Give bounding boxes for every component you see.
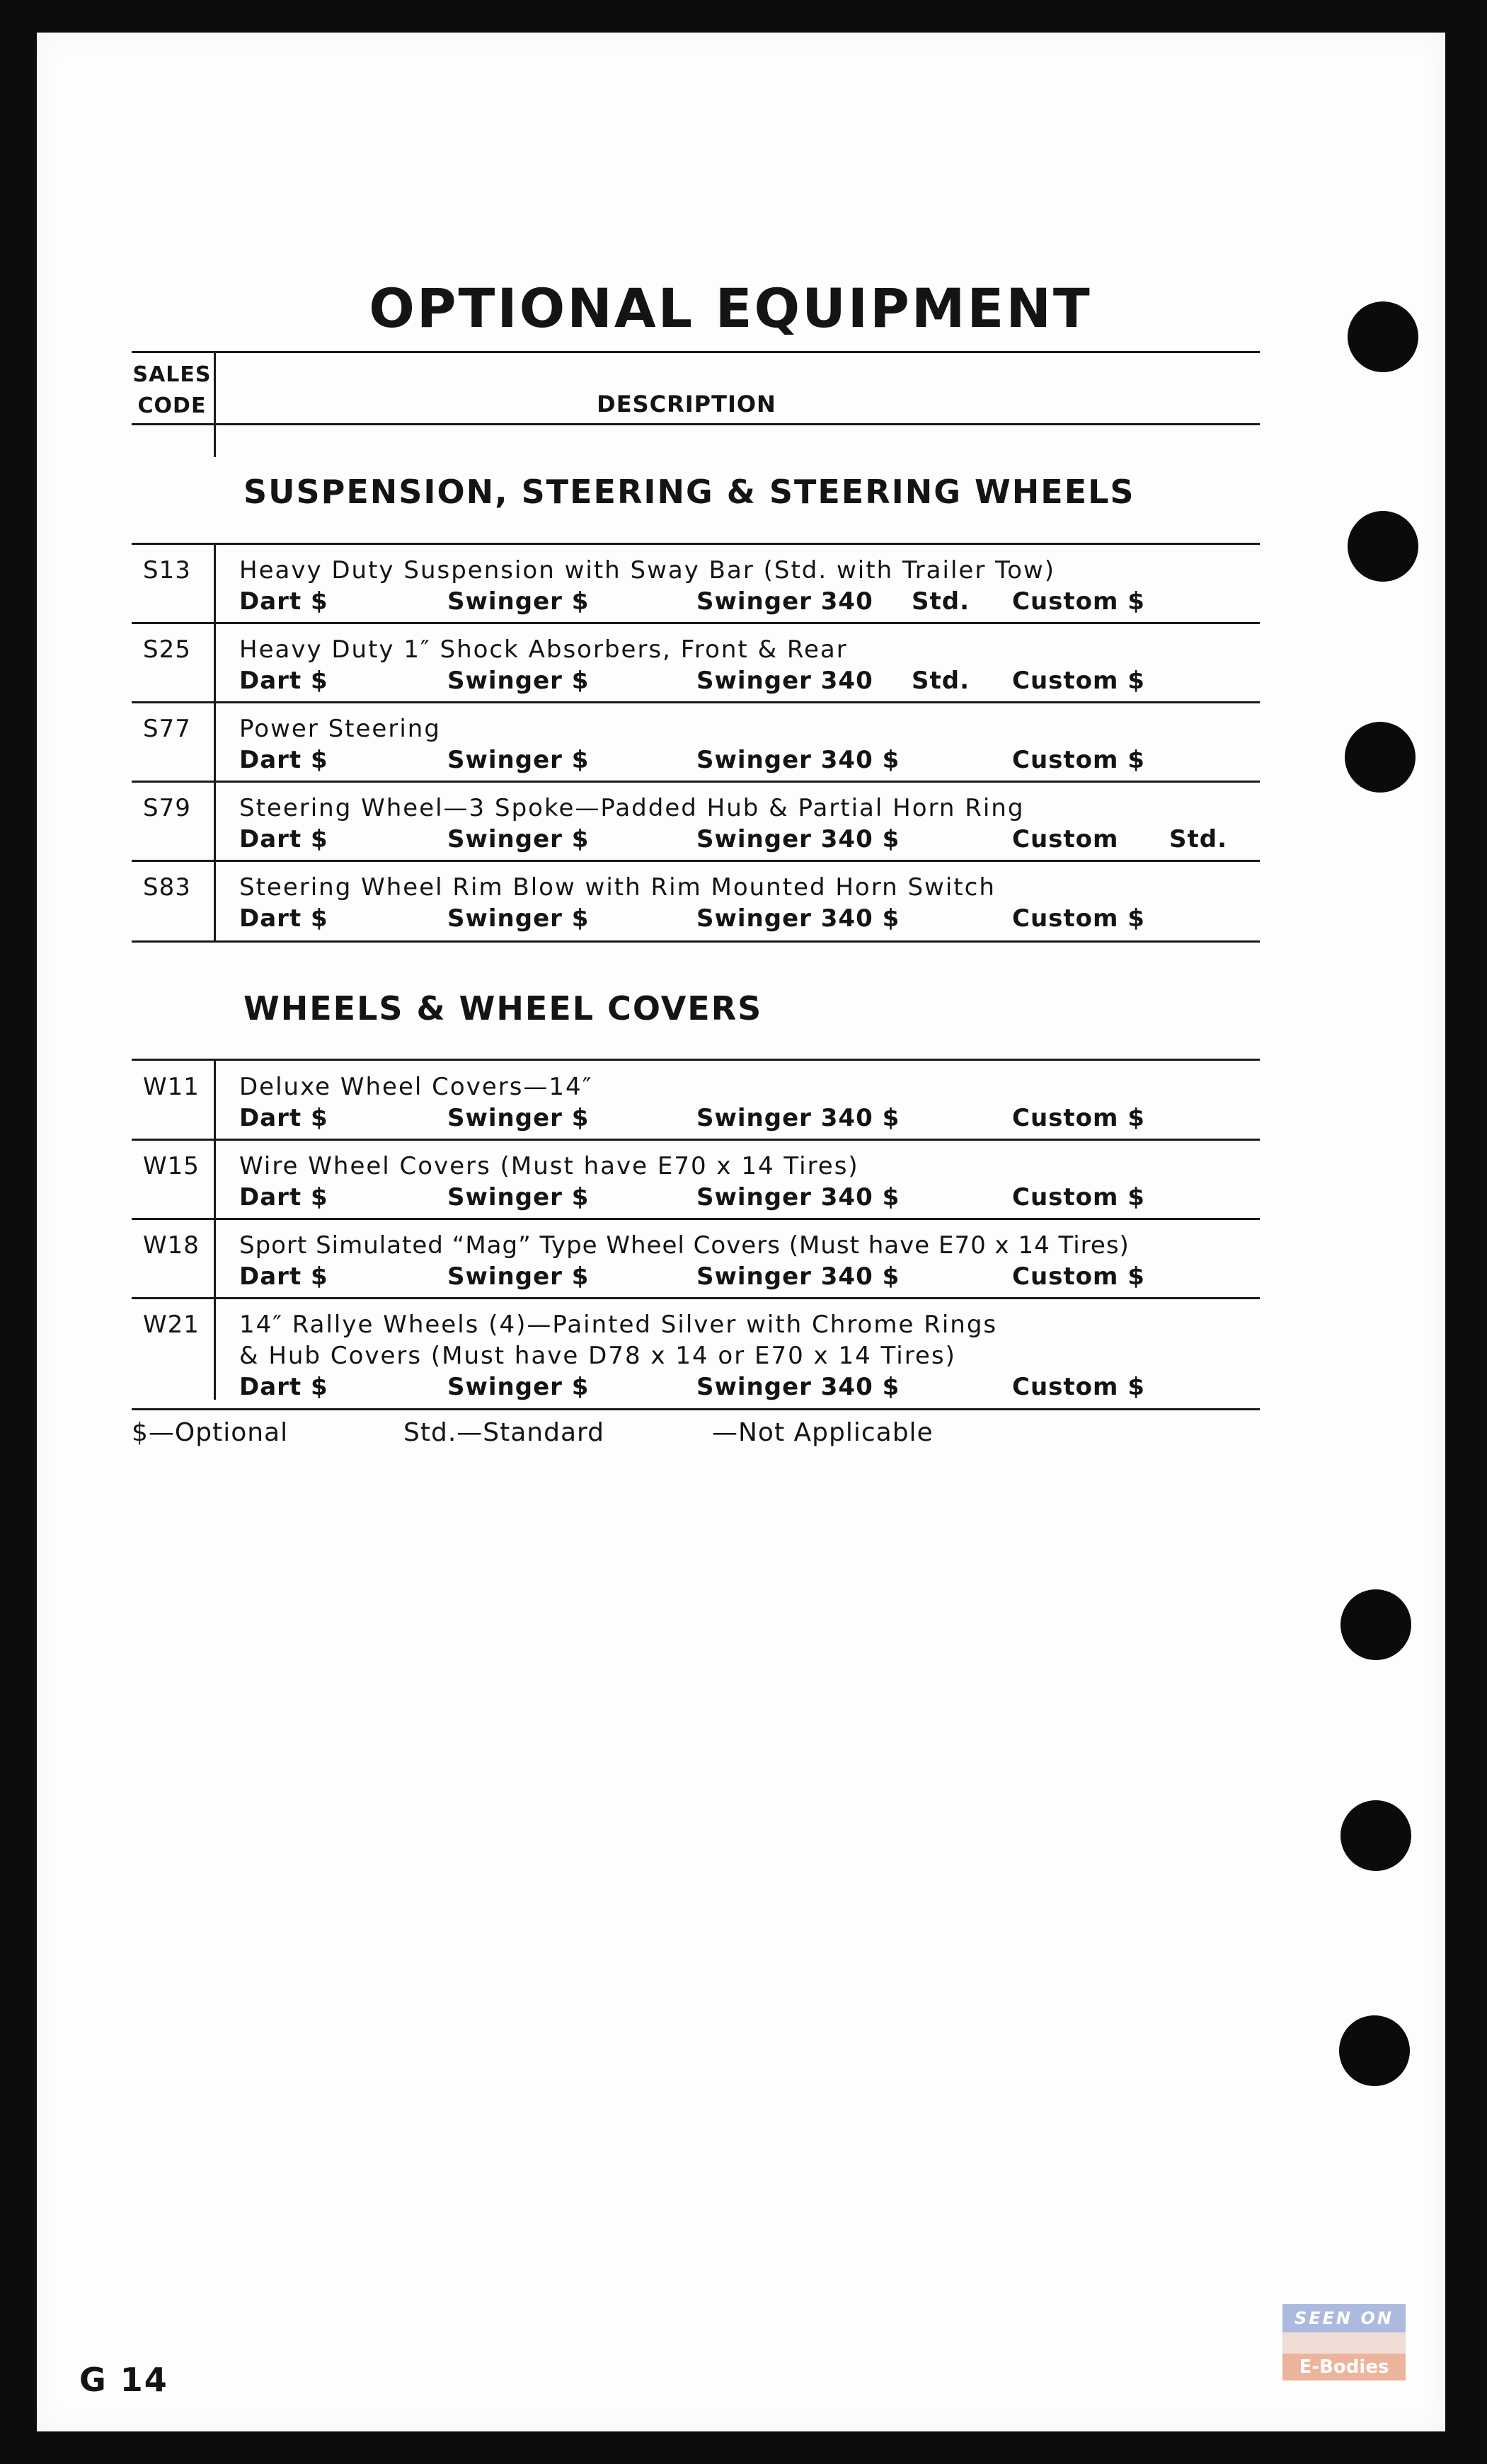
- model-swinger-340: Swinger 340 $: [696, 746, 900, 774]
- item-description: Wire Wheel Covers (Must have E70 x 14 Tires): [239, 1152, 859, 1180]
- legend-not-applicable: —Not Applicable: [712, 1418, 934, 1447]
- legend-standard: Std.—Standard: [403, 1418, 605, 1447]
- section-rule: [132, 543, 1260, 545]
- model-availability: [37, 1104, 1297, 1136]
- page-title: OPTIONAL EQUIPMENT: [369, 277, 1092, 340]
- model-swinger: Swinger $: [447, 825, 590, 853]
- model-dart: Dart $: [239, 904, 328, 933]
- model-availability: [37, 587, 1297, 620]
- sales-code: S83: [143, 873, 191, 902]
- binder-hole: [1348, 511, 1418, 582]
- model-swinger-340: Swinger 340 $: [696, 825, 900, 853]
- model-swinger-340: Swinger 340 $: [696, 1373, 900, 1401]
- model-dart: Dart $: [239, 667, 328, 695]
- model-dart: Dart $: [239, 825, 328, 853]
- model-dart: Dart $: [239, 1262, 328, 1291]
- model-swinger: Swinger $: [447, 1373, 590, 1401]
- item-description: Deluxe Wheel Covers—14″: [239, 1073, 593, 1101]
- row-rule: [132, 1218, 1260, 1220]
- sales-code: W11: [143, 1073, 200, 1101]
- model-custom: Custom $: [1012, 904, 1145, 933]
- watermark-top-text: SEEN ON: [1282, 2304, 1406, 2332]
- watermark-bottom-text: E-Bodies: [1282, 2354, 1406, 2380]
- row-rule: [132, 860, 1260, 862]
- model-swinger-340: Swinger 340: [696, 667, 873, 695]
- section-title-suspension: SUSPENSION, STEERING & STEERING WHEELS: [243, 473, 1135, 511]
- description-header: DESCRIPTION: [597, 391, 776, 418]
- binder-hole: [1340, 1800, 1411, 1871]
- model-swinger-340: Swinger 340 $: [696, 1104, 900, 1132]
- sales-header-line1: SALES: [132, 362, 212, 387]
- model-swinger: Swinger $: [447, 587, 590, 616]
- standard-mark: Std.: [912, 587, 970, 616]
- model-custom: Custom $: [1012, 1373, 1145, 1401]
- item-description: Heavy Duty 1″ Shock Absorbers, Front & Rear: [239, 635, 848, 664]
- model-availability: [37, 1262, 1297, 1295]
- row-rule: [132, 622, 1260, 624]
- model-custom: Custom $: [1012, 1104, 1145, 1132]
- model-swinger: Swinger $: [447, 1183, 590, 1211]
- item-description-line2: & Hub Covers (Must have D78 x 14 or E70 x 14 Tires): [239, 1342, 956, 1370]
- standard-mark: Std.: [1169, 825, 1227, 853]
- item-description: 14″ Rallye Wheels (4)—Painted Silver with Chrome Rings: [239, 1311, 998, 1339]
- model-availability: [37, 1183, 1297, 1216]
- model-custom: Custom $: [1012, 587, 1145, 616]
- page-number: G 14: [79, 2361, 168, 2399]
- sales-code: W18: [143, 1231, 200, 1260]
- section-title-wheels: WHEELS & WHEEL COVERS: [243, 989, 763, 1027]
- model-swinger: Swinger $: [447, 1104, 590, 1132]
- row-rule: [132, 940, 1260, 943]
- model-swinger-340: Swinger 340: [696, 587, 873, 616]
- binder-hole: [1340, 1589, 1411, 1660]
- section-rule: [132, 1059, 1260, 1061]
- model-custom: Custom $: [1012, 746, 1145, 774]
- row-rule: [132, 701, 1260, 703]
- model-swinger: Swinger $: [447, 746, 590, 774]
- sales-code-header: [132, 359, 212, 422]
- watermark-logo: [1282, 2304, 1406, 2380]
- item-description: Sport Simulated “Mag” Type Wheel Covers (Must have E70 x 14 Tires): [239, 1231, 1130, 1260]
- model-swinger: Swinger $: [447, 667, 590, 695]
- model-availability: [37, 667, 1297, 699]
- model-swinger-340: Swinger 340 $: [696, 904, 900, 933]
- model-swinger: Swinger $: [447, 904, 590, 933]
- header-top-rule: [132, 351, 1260, 353]
- binder-hole: [1345, 722, 1416, 793]
- model-availability: [37, 825, 1297, 858]
- sales-code: S25: [143, 635, 191, 664]
- model-swinger-340: Swinger 340 $: [696, 1183, 900, 1211]
- model-dart: Dart $: [239, 746, 328, 774]
- header-bottom-rule: [132, 423, 1260, 425]
- item-description: Power Steering: [239, 715, 441, 743]
- document-page: [37, 33, 1445, 2431]
- watermark-car-graphic: [1282, 2332, 1406, 2354]
- model-dart: Dart $: [239, 1104, 328, 1132]
- legend-optional: $—Optional: [132, 1418, 289, 1447]
- item-description: Steering Wheel—3 Spoke—Padded Hub & Partial Horn Ring: [239, 794, 1025, 822]
- sales-code: W15: [143, 1152, 200, 1180]
- row-rule: [132, 1139, 1260, 1141]
- model-dart: Dart $: [239, 587, 328, 616]
- item-description: Heavy Duty Suspension with Sway Bar (Std. with Trailer Tow): [239, 556, 1055, 585]
- sales-code: S77: [143, 715, 191, 743]
- row-rule: [132, 1297, 1260, 1299]
- binder-hole: [1339, 2015, 1410, 2086]
- model-custom: Custom $: [1012, 1262, 1145, 1291]
- standard-mark: Std.: [912, 667, 970, 695]
- model-custom: Custom $: [1012, 667, 1145, 695]
- model-dart: Dart $: [239, 1183, 328, 1211]
- sales-code: S13: [143, 556, 191, 585]
- table-bottom-rule: [132, 1408, 1260, 1410]
- item-description: Steering Wheel Rim Blow with Rim Mounted Horn Switch: [239, 873, 996, 902]
- sales-code: W21: [143, 1311, 200, 1339]
- model-swinger-340: Swinger 340 $: [696, 1262, 900, 1291]
- sales-header-line2: CODE: [137, 393, 207, 418]
- model-availability: [37, 746, 1297, 778]
- model-custom: Custom $: [1012, 1183, 1145, 1211]
- model-swinger: Swinger $: [447, 1262, 590, 1291]
- row-rule: [132, 781, 1260, 783]
- model-availability: [37, 904, 1297, 937]
- model-custom: Custom: [1012, 825, 1119, 853]
- model-availability: [37, 1373, 1297, 1405]
- model-dart: Dart $: [239, 1373, 328, 1401]
- sales-code: S79: [143, 794, 191, 822]
